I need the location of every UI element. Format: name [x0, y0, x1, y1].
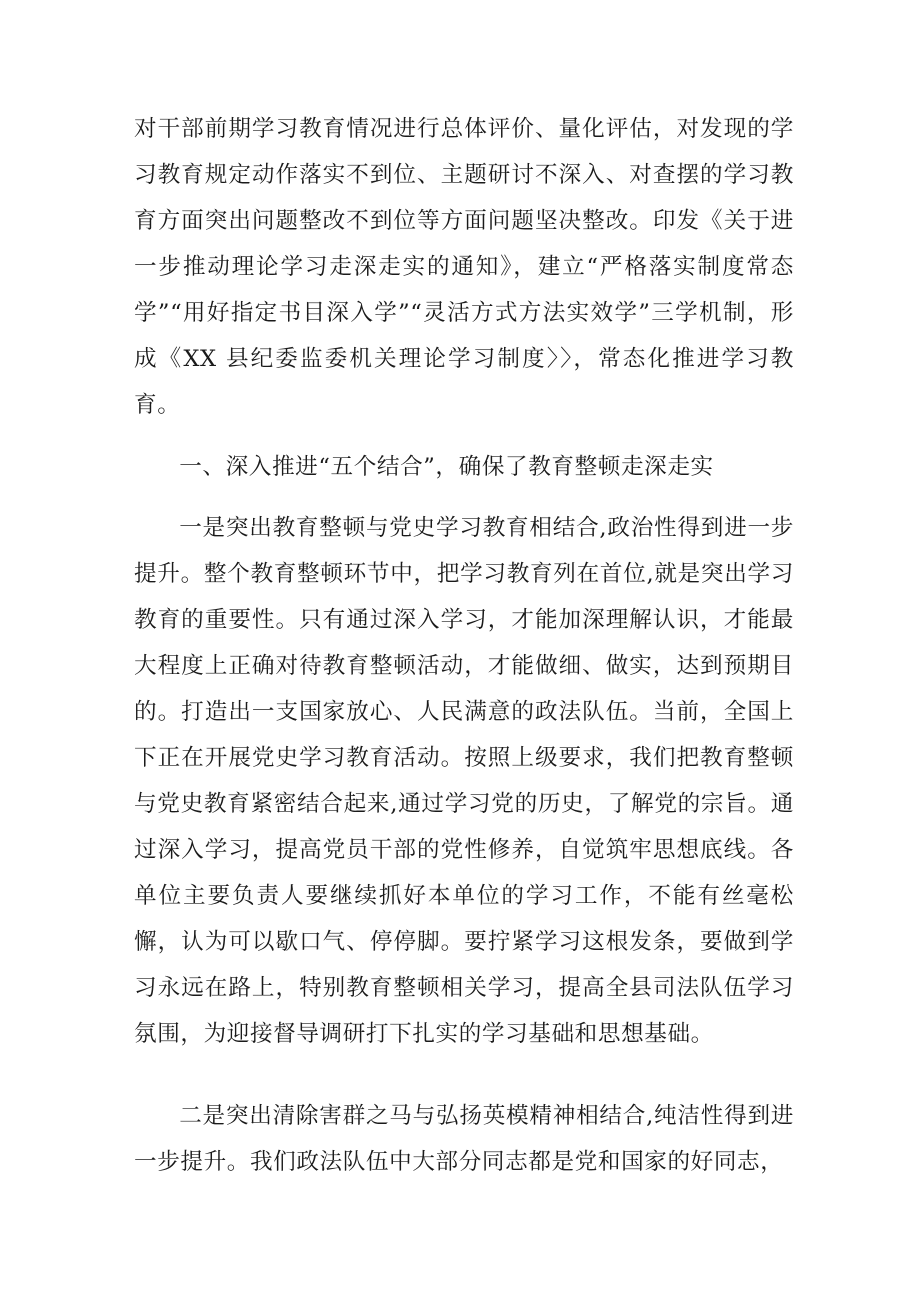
section-heading: 一、深入推进“五个结合”，确保了教育整顿走深走实: [179, 454, 714, 480]
paragraph-continuation: 对干部前期学习教育情况进行总体评价、量化评估，对发现的学习教育规定动作落实不到位、主题研讨不深入、对查摆的学习教育方面突出问题整改不到位等方面问题坚决整改。印发《关于进一步推动理论学习走深走实的通知》，建立“严格落实制度常态学”“用好指定书目深入学”“灵活方式方法实效学”三学机制，形成《XX 县纪委监委机关理论学习制度〉〉，常态化推进学习教育。: [134, 116, 794, 418]
paragraph-point-two: 二是突出清除害群之马与弘扬英模精神相结合,纯洁性得到进一步提升。我们政法队伍中大部分同志都是党和国家的好同志，: [134, 1103, 794, 1175]
paragraph-point-one: 一是突出教育整顿与党史学习教育相结合,政治性得到进一步提升。整个教育整顿环节中，把学习教育列在首位,就是突出学习教育的重要性。只有通过深入学习，才能加深理解认识，才能最大程度上正确对待教育整顿活动，才能做细、做实，达到预期目的。打造出一支国家放心、人民满意的政法队伍。当前，全国上下正在开展党史学习教育活动。按照上级要求，我们把教育整顿与党史教育紧密结合起来,通过学习党的历史，了解党的宗旨。通过深入学习，提高党员干部的党性修养，自觉筑牢思想底线。各单位主要负责人要继续抓好本单位的学习工作，不能有丝毫松懈，认为可以歇口气、停停脚。要拧紧学习这根发条，要做到学习永远在路上，特别教育整顿相关学习，提高全县司法队伍学习氛围，为迎接督导调研打下扎实的学习基础和思想基础。: [134, 515, 794, 1047]
